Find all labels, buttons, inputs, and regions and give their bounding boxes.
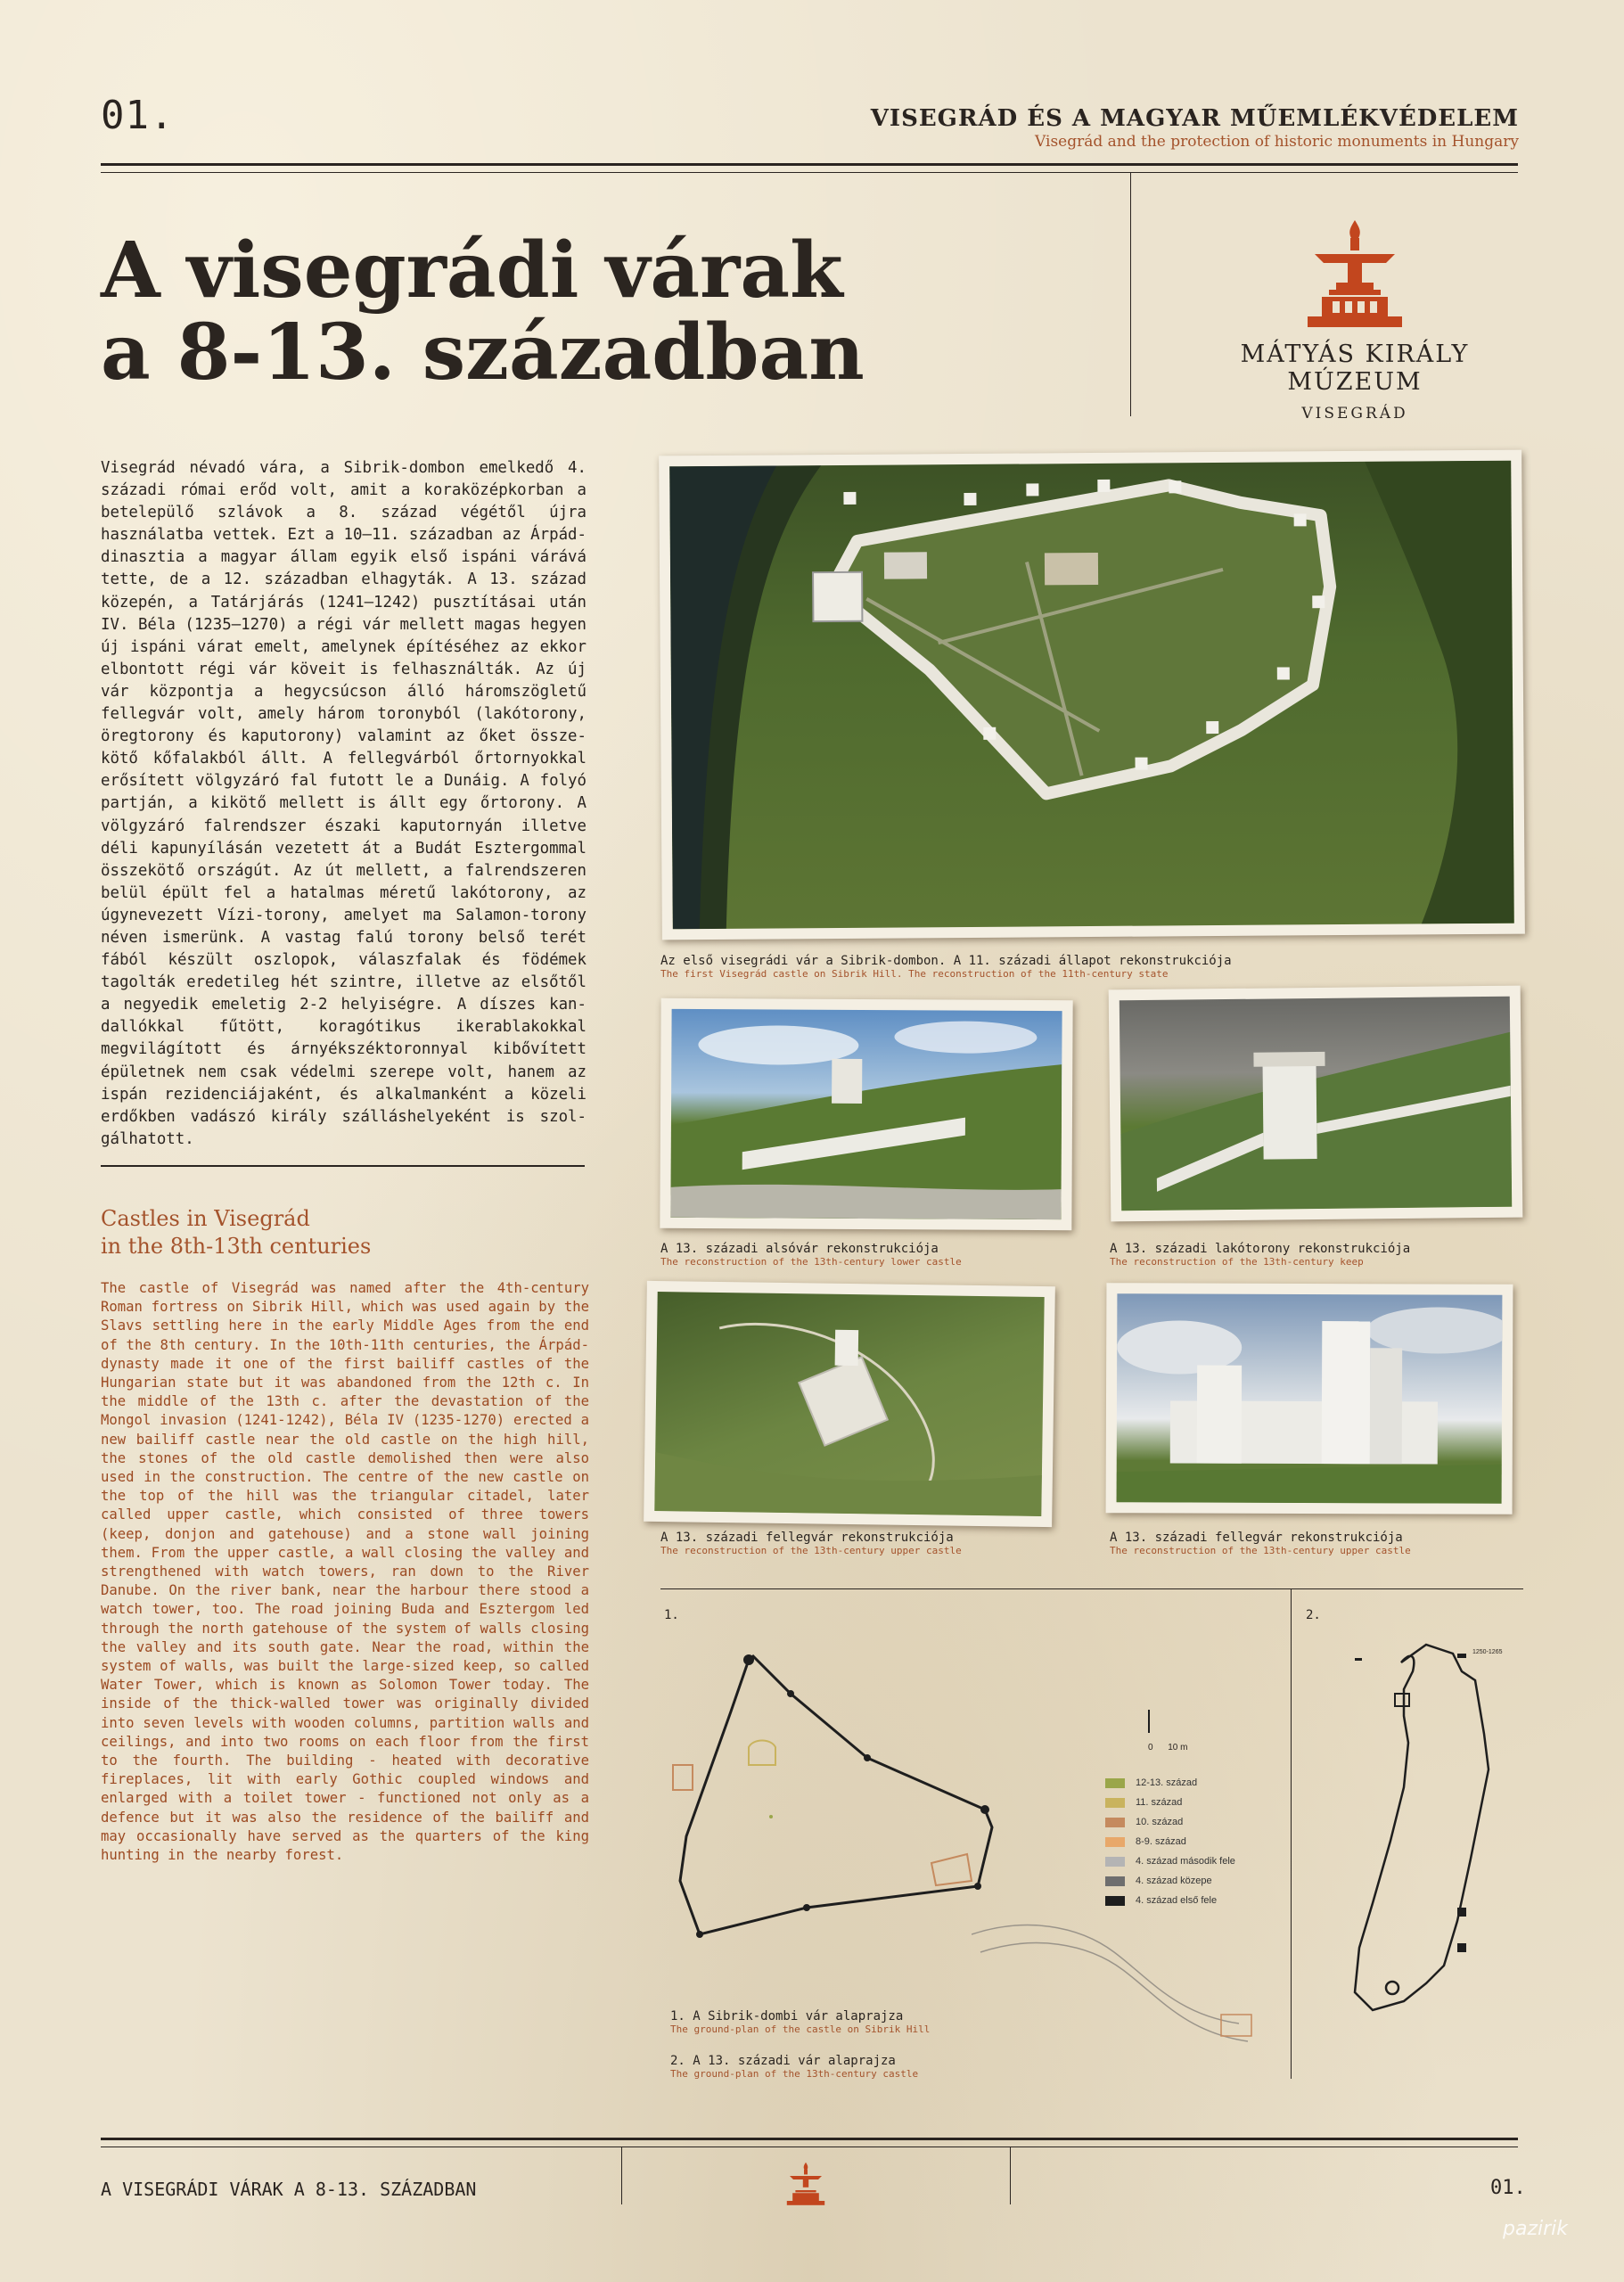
figure-caption-3-en: The reconstruction of the 13th-century keep xyxy=(1110,1256,1364,1268)
plan2-legend-label: 1250-1265 xyxy=(1472,1649,1503,1655)
legend-label: 11. század xyxy=(1136,1797,1183,1808)
photo-first-castle xyxy=(659,450,1525,940)
footer-rule xyxy=(101,2138,1518,2140)
legend-swatch xyxy=(1105,1876,1125,1886)
legend-label: 4. század első fele xyxy=(1136,1895,1218,1906)
figure-caption-2-en: The reconstruction of the 13th-century lower castle xyxy=(660,1256,962,1268)
body-text-en: The castle of Visegrád was named after the 4th-century Roman fortress on Sibrik Hill, which was used again by the Slavs settling here in the early Middle Ages from the end of the 8th century. In the 10th-11th centuries, the Árpád-dynasty made it one of the first bailiff castles of the Hungarian state but it was abandoned from the 12th c. In the middle of the 13th c. after the devastation of the Mongol invasion (1241-1242), Béla IV (1235-1270) erected a new bailiff castle near the old castle on the high hill, the stones of the old castle demolished then were also used in the construction. The centre of the new castle on the top of the hill was the triangular citadel, later called upper castle, which consisted of three towers (keep, donjon and gatehouse) and a stone wall joining them. From the upper castle, a wall closing the valley and strengthened with watch towers, ran down to the River Danube. On the river bank, near the harbour there stood a watch tower, too. The road joining Buda and Esztergom led through the north gatehouse of the system of walls closing the valley and its south gate. Near the road, within the system of walls, was built the large-sized keep, so called Water Tower, which is known as Solomon Tower today. The inside of the thick-walled tower was originally divided into seven levels with wooden columns, partition walls and ceilings, and into two rooms on each floor from the first to the fourth. The building - heated with decorative fireplaces, lit with early Gothic coupled windows and enlarged with a toilet tower - functioned not only as a defence but it was also the residence of the bailiff and may occasionally have served as the quarters of the king hunting in the nearby forest. xyxy=(101,1280,589,1864)
legend-label: 10. század xyxy=(1136,1817,1184,1827)
footer-title: A VISEGRÁDI VÁRAK A 8-13. SZÁZADBAN xyxy=(101,2179,477,2200)
legend-item xyxy=(1105,1836,1186,1847)
scale-label: 0 10 m xyxy=(1148,1743,1188,1753)
legend-label: 4. század második fele xyxy=(1136,1856,1235,1867)
legend-label: 8-9. század xyxy=(1136,1836,1186,1847)
page-title xyxy=(101,226,1063,398)
legend-swatch xyxy=(1105,1857,1125,1867)
page-number: 01. xyxy=(101,93,175,138)
figure-caption-1-en: The first Visegrád castle on Sibrik Hill. The reconstruction of the 11th-century state xyxy=(660,968,1169,980)
museum-location: VISEGRÁD xyxy=(1301,405,1408,423)
plans-divider xyxy=(1291,1588,1292,2079)
figure-caption-4-en: The reconstruction of the 13th-century upper castle xyxy=(660,1545,962,1556)
legend-swatch xyxy=(1105,1778,1125,1788)
photo-upper-castle xyxy=(1106,1283,1513,1514)
fountain-icon xyxy=(783,2162,829,2206)
photo-lower-castle xyxy=(660,998,1072,1230)
title-line-2: a 8-13. században xyxy=(101,308,865,398)
legend-item xyxy=(1105,1797,1182,1808)
english-heading xyxy=(101,1205,586,1260)
watermark: pazirik xyxy=(1503,2218,1569,2240)
plans-top-rule xyxy=(660,1588,1523,1589)
legend-swatch xyxy=(1105,1896,1125,1906)
footer-divider-left xyxy=(621,2147,622,2204)
plan2-number: 2. xyxy=(1306,1608,1321,1622)
footer-page-number: 01. xyxy=(1490,2177,1526,2199)
legend-item xyxy=(1105,1817,1183,1827)
figure-caption-3: A 13. századi lakótorony rekonstrukciója xyxy=(1110,1242,1411,1256)
legend-swatch xyxy=(1105,1837,1125,1847)
english-heading-line-2: in the 8th-13th centuries xyxy=(101,1234,372,1259)
body-text-hu: Visegrád névadó vára, a Sibrik-dombon emelkedő 4. századi római erőd volt, amit a koraközépkorban a betelepülő szlávok a 8. század végétől újra használatba vettek. Ezt a 10–11. században az Árpád-dinasztia a magyar állam egyik első ispáni várává tette, de a 12. században elhagyták. A 13. század közepén, a Tatárjárás (1241–1242) pusztításai után IV. Béla (1235–1270) a régi vár mellett magas hegyen új ispáni várat emelt, amelynek építéséhez az ekkor elbontott régi vár köveit is felhasználták. Az új vár központja a hegycsúcson álló háromszögletű fellegvár volt, amely három toronyból (lakótorony, öregtorony és kaputorony) valamint az őket össze-kötő kőfalakból állt. A fellegvárból őrtornyokkal erősített völgyzáró fal futott le a Dunáig. A folyó partján, a kikötő mellett is állt egy őrtorony. A völgyzáró falrendszer északi kaputornyán illetve déli kapunyílásán vezetett át a Budát Esztergommal összekötő országút. Az út mellett, a falrendszeren belül épült fel a hatalmas méretű lakótorony, az úgynevezett Vízi-torony, amelyet ma Salamon-torony néven ismerünk. A vastag falú torony belső terét fából készült oszlopok, válaszfalak és födémek tagolták eredetileg hét szintre, illetve az elsőtől a negyedik emeletig 2-2 helyiségre. A díszes kan-dallókkal fűtött, koragótikus ikerablakokkal megvilágított és árnyékszéktoronnyal kibővített épületnek nem csak védelmi szerepe volt, hanem az ispán rezidenciájaként, és alkalmanként a közeli erdőkben vadászó király szálláshelyeként is szol-gálhatott. xyxy=(101,459,586,1148)
north-arrow-icon xyxy=(1148,1710,1150,1733)
plan2-drawing xyxy=(1319,1636,1524,2081)
legend-swatch xyxy=(1105,1818,1125,1827)
legend-item xyxy=(1105,1777,1197,1788)
photo-upper-castle-aerial xyxy=(644,1281,1055,1527)
plan-caption-1-en: The ground-plan of the castle on Sibrik Hill xyxy=(670,2023,931,2035)
section-divider xyxy=(101,1165,585,1167)
legend-item xyxy=(1105,1876,1212,1886)
legend-item xyxy=(1105,1895,1217,1906)
photo-keep xyxy=(1109,986,1523,1222)
header-rule-thin xyxy=(101,172,1518,173)
footer-divider-right xyxy=(1010,2147,1011,2204)
figure-caption-1: Az első visegrádi vár a Sibrik-dombon. A 11. századi állapot rekonstrukciója xyxy=(660,954,1232,968)
legend-label: 4. század közepe xyxy=(1136,1876,1212,1886)
header-rule xyxy=(101,163,1518,166)
site-sketch xyxy=(972,1908,1284,2077)
plan-caption-2: 2. A 13. századi vár alaprajza xyxy=(670,2054,896,2068)
legend-swatch xyxy=(1105,1798,1125,1808)
series-subtitle: Visegrád and the protection of historic monuments in Hungary xyxy=(1035,133,1519,151)
english-heading-line-1: Castles in Visegrád xyxy=(101,1206,310,1231)
title-line-1: A visegrádi várak xyxy=(101,226,843,316)
plan1-drawing xyxy=(664,1640,1128,1943)
legend-item xyxy=(1105,1856,1235,1867)
figure-caption-5: A 13. századi fellegvár rekonstrukciója xyxy=(1110,1531,1403,1545)
figure-caption-4: A 13. századi fellegvár rekonstrukciója xyxy=(660,1531,954,1545)
fountain-icon xyxy=(1297,218,1413,330)
figure-caption-2: A 13. századi alsóvár rekonstrukciója xyxy=(660,1242,939,1256)
plan-caption-2-en: The ground-plan of the 13th-century castle xyxy=(670,2068,919,2080)
series-title: VISEGRÁD ÉS A MAGYAR MŰEMLÉKVÉDELEM xyxy=(870,105,1519,132)
header-divider xyxy=(1130,173,1131,416)
figure-caption-5-en: The reconstruction of the 13th-century upper castle xyxy=(1110,1545,1411,1556)
legend-label: 12-13. század xyxy=(1136,1777,1198,1788)
plan-caption-1: 1. A Sibrik-dombi vár alaprajza xyxy=(670,2009,904,2023)
museum-name: MÁTYÁS KIRÁLY MÚZEUM xyxy=(1240,341,1470,396)
museum-logo xyxy=(1177,218,1533,423)
plan1-number: 1. xyxy=(664,1608,679,1622)
